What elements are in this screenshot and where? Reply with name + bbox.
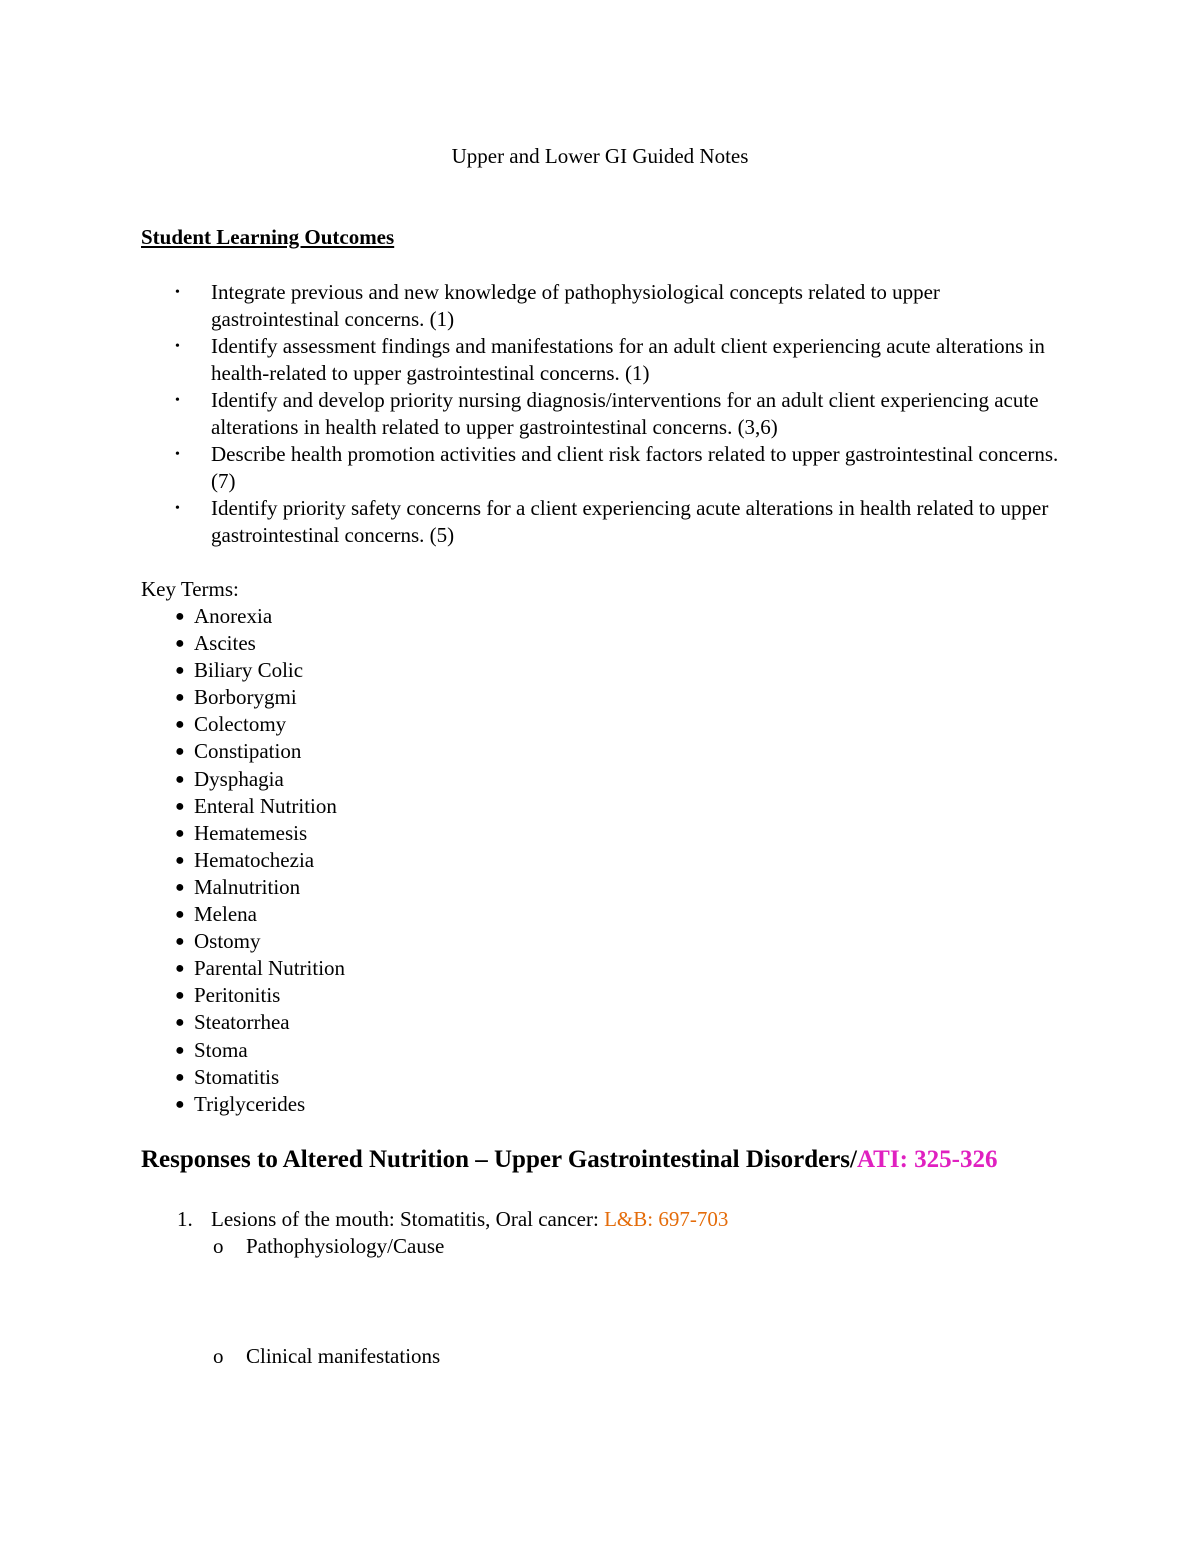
key-term-item (141, 955, 345, 982)
key-term-text: Peritonitis (194, 983, 281, 1008)
section-heading (141, 1144, 1061, 1175)
key-term-item (141, 1009, 345, 1036)
bullet-icon: ● (175, 1041, 185, 1059)
key-term-text: Dysphagia (194, 766, 284, 791)
key-term-item (141, 820, 345, 847)
key-term-text: Ostomy (194, 929, 261, 954)
key-term-item (141, 901, 345, 928)
section-heading-text: Responses to Altered Nutrition – Upper Gastrointestinal Disorders/ (141, 1146, 857, 1173)
key-term-item (141, 1064, 345, 1091)
bullet-icon: ● (175, 797, 185, 815)
sub-item-text: Clinical manifestations (246, 1344, 441, 1368)
bullet-icon: ● (175, 1014, 185, 1032)
bullet-icon: • (175, 447, 180, 462)
bullet-icon: ● (175, 1068, 185, 1086)
key-term-item (141, 874, 345, 901)
key-term-text: Triglycerides (194, 1091, 306, 1116)
lb-reference: L&B: 697-703 (604, 1207, 729, 1231)
bullet-icon: ● (175, 851, 185, 869)
bullet-icon: ● (175, 824, 185, 842)
key-term-item (141, 711, 345, 738)
key-term-item (141, 847, 345, 874)
key-term-text: Anorexia (194, 604, 273, 628)
key-term-text: Biliary Colic (194, 658, 304, 683)
bullet-icon: • (175, 285, 180, 300)
bullet-icon: ● (175, 987, 185, 1005)
bullet-icon: ● (175, 1095, 185, 1113)
bullet-icon: ● (175, 878, 185, 896)
key-terms-heading: Key Terms: (141, 577, 239, 601)
key-term-item (141, 1037, 345, 1064)
numbered-item-text: Lesions of the mouth: Stomatitis, Oral cancer: (211, 1207, 605, 1231)
key-term-text: Enteral Nutrition (194, 793, 337, 818)
key-term-item (141, 928, 345, 955)
slo-item-text: Integrate previous and new knowledge of pathophysiological concepts related to upper gastrointestinal concerns. (1) (211, 280, 940, 331)
slo-list (141, 279, 1061, 549)
slo-item (141, 333, 1061, 387)
slo-item (141, 441, 1061, 495)
slo-item-text: Identify and develop priority nursing diagnosis/interventions for an adult client experiencing acute alterations in health related to upper gastrointestinal concerns. (3,6) (211, 388, 1039, 439)
key-term-text: Borborygmi (194, 685, 297, 710)
bullet-icon: ● (175, 635, 185, 653)
circle-bullet-icon: o (213, 1234, 224, 1258)
bullet-icon: ● (175, 960, 185, 978)
bullet-icon: • (175, 501, 180, 516)
key-term-text: Ascites (194, 631, 256, 656)
key-term-item (141, 603, 345, 630)
slo-item-text: Identify priority safety concerns for a client experiencing acute alterations in health related to upper gastrointestinal concerns. (5) (211, 496, 1049, 547)
ati-reference: ATI: 325-326 (856, 1146, 998, 1173)
key-term-item (141, 738, 345, 765)
key-term-text: Malnutrition (194, 874, 301, 899)
key-term-item (141, 766, 345, 793)
slo-item (141, 495, 1061, 549)
key-term-text: Colectomy (194, 712, 287, 737)
bullet-icon: ● (175, 608, 185, 625)
key-term-item (141, 684, 345, 711)
key-term-text: Stomatitis (194, 1064, 280, 1089)
key-term-item (141, 982, 345, 1009)
bullet-icon: ● (175, 933, 185, 951)
key-term-item (141, 630, 345, 657)
bullet-icon: ● (175, 906, 185, 924)
key-terms-list (141, 603, 345, 1118)
key-term-text: Constipation (194, 739, 302, 764)
key-term-text: Melena (194, 902, 257, 927)
key-term-text: Hematemesis (194, 820, 308, 845)
bullet-icon: ● (175, 770, 185, 788)
slo-item-text: Identify assessment findings and manifestations for an adult client experiencing acute alterations in health-related to upper gastrointestinal concerns. (1) (211, 334, 1045, 385)
key-term-text: Parental Nutrition (194, 956, 346, 981)
bullet-icon: ● (175, 743, 185, 761)
circle-bullet-icon: o (213, 1344, 224, 1368)
numbered-item-content (211, 1206, 728, 1233)
key-term-text: Hematochezia (194, 847, 315, 872)
bullet-icon: ● (175, 716, 185, 734)
slo-item-text: Describe health promotion activities and client risk factors related to upper gastrointestinal concerns. (7) (211, 442, 1059, 493)
document-title: Upper and Lower GI Guided Notes (451, 144, 749, 168)
slo-item (141, 387, 1061, 441)
slo-item (141, 279, 1061, 333)
key-term-item (141, 1091, 345, 1118)
bullet-icon: ● (175, 689, 185, 707)
item-number: 1. (177, 1207, 193, 1231)
key-term-text: Steatorrhea (194, 1010, 290, 1035)
key-term-item (141, 793, 345, 820)
key-term-item (141, 657, 345, 684)
key-term-text: Stoma (194, 1037, 248, 1062)
bullet-icon: ● (175, 662, 185, 680)
sub-item-text: Pathophysiology/Cause (246, 1234, 445, 1258)
bullet-icon: • (175, 393, 180, 408)
slo-heading: Student Learning Outcomes (141, 225, 395, 249)
bullet-icon: • (175, 339, 180, 354)
